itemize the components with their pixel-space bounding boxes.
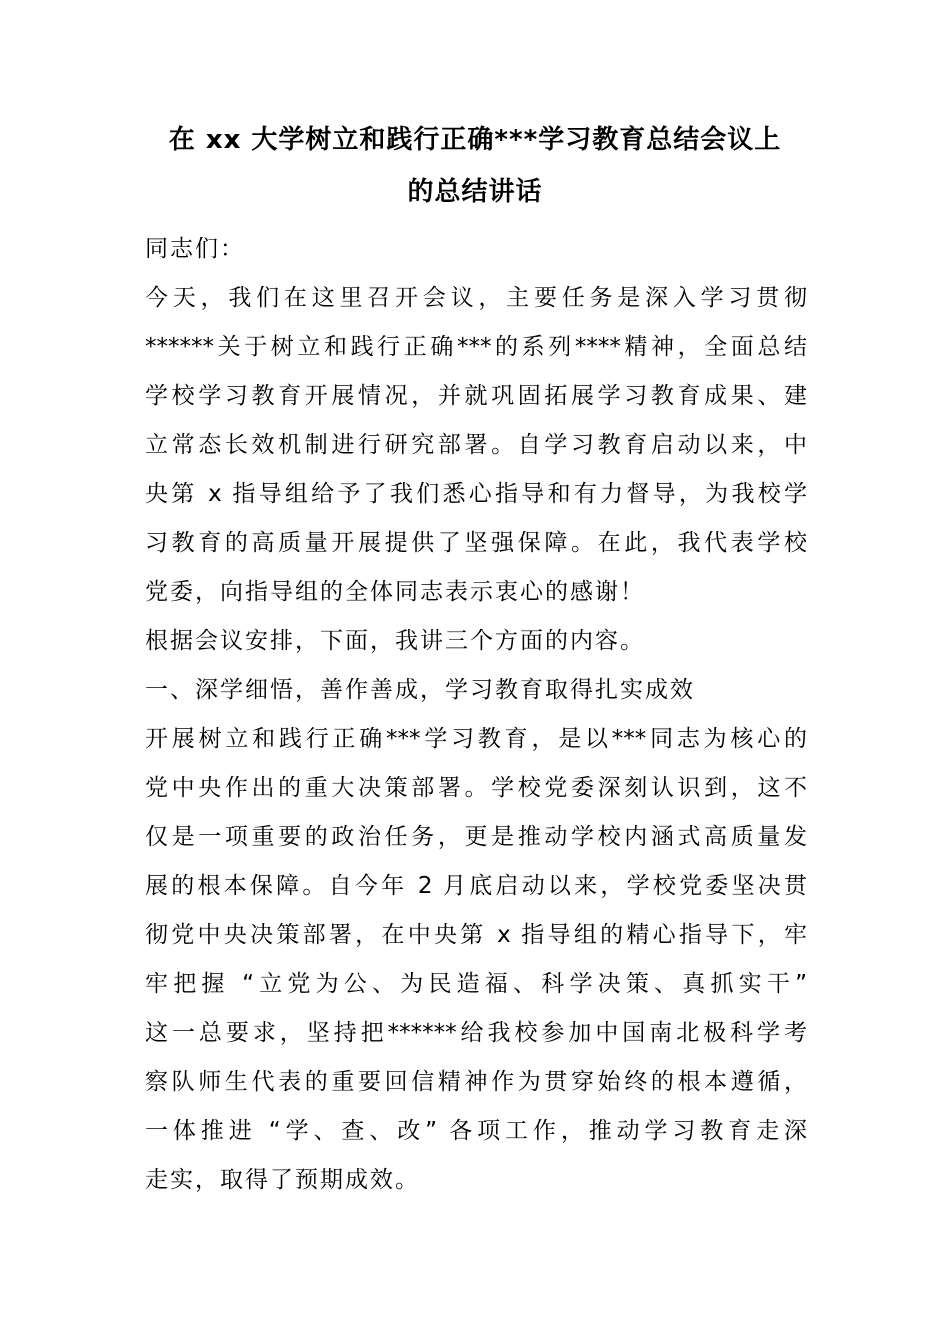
body-text-line: 党委，向指导组的全体同志表示衷心的感谢！ (145, 579, 645, 605)
body-text-line: 习教育的高质量开展提供了坚强保障。在此，我代表学校 (145, 530, 807, 556)
body-text-line: 仅是一项重要的政治任务，更是推动学校内涵式高质量发 (145, 824, 807, 850)
body-text-line: 这一总要求，坚持把******给我校参加中国南北极科学考 (145, 1020, 807, 1046)
body-text-line: 彻党中央决策部署，在中央第 x 指导组的精心指导下，牢 (145, 922, 807, 948)
body-text-line: 同志们： (145, 236, 245, 262)
document-title-line-1: 在 xx 大学树立和践行正确***学习教育总结会议上 (168, 125, 782, 155)
body-text-line: 一体推进 “学、查、改” 各项工作，推动学习教育走深 (145, 1118, 807, 1144)
body-text-line: 学校学习教育开展情况，并就巩固拓展学习教育成果、建 (145, 383, 807, 409)
body-text-line: 展的根本保障。自今年 2 月底启动以来，学校党委坚决贯 (145, 873, 807, 899)
document-body (145, 225, 807, 1205)
body-text-line: 一、深学细悟，善作善成，学习教育取得扎实成效 (145, 677, 695, 703)
body-text-line: 开展树立和践行正确***学习教育，是以***同志为核心的 (145, 726, 807, 752)
body-text-line: 党中央作出的重大决策部署。学校党委深刻认识到，这不 (145, 775, 807, 801)
body-text-line: 察队师生代表的重要回信精神作为贯穿始终的根本遵循， (145, 1069, 807, 1095)
body-text-line: 根据会议安排，下面，我讲三个方面的内容。 (145, 628, 645, 654)
body-text-line: ******关于树立和践行正确***的系列****精神，全面总结 (145, 334, 807, 360)
body-text-line: 走实，取得了预期成效。 (145, 1167, 420, 1193)
document-title-line-2: 的总结讲话 (407, 177, 543, 207)
body-text-line: 牢把握 “立党为公、为民造福、科学决策、真抓实干” (145, 971, 807, 997)
body-text-line: 央第 x 指导组给予了我们悉心指导和有力督导，为我校学 (145, 481, 807, 507)
body-text-line: 今天，我们在这里召开会议，主要任务是深入学习贯彻 (145, 285, 807, 311)
body-text-line: 立常态长效机制进行研究部署。自学习教育启动以来，中 (145, 432, 807, 458)
